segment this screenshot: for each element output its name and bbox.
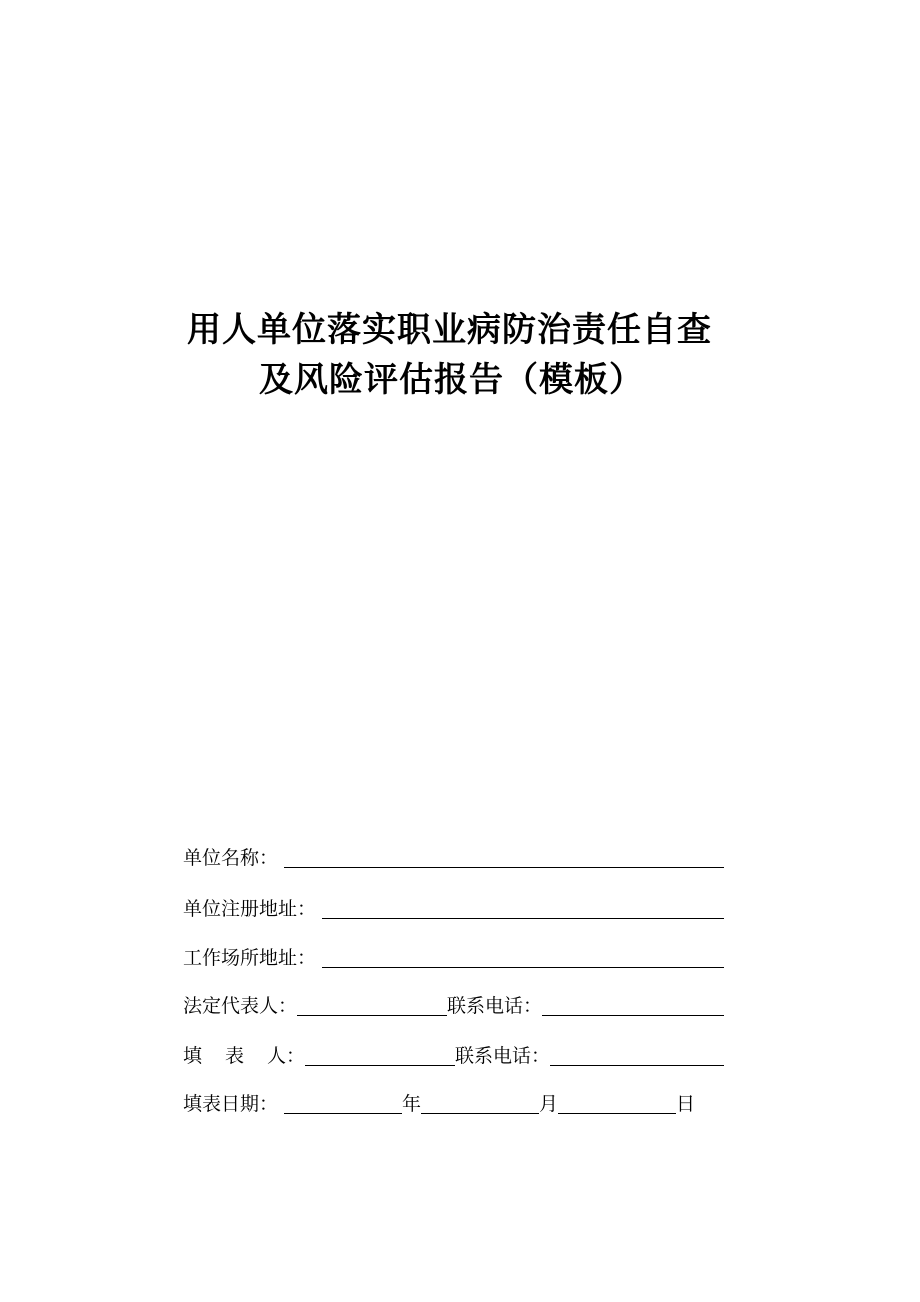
- registered-address-label: 单位注册地址：: [183, 898, 317, 920]
- unit-name-row: [183, 840, 724, 870]
- filler-row: [183, 1038, 724, 1068]
- month-label: 月: [539, 1093, 559, 1115]
- legal-representative-row: [183, 988, 724, 1018]
- fill-date-day-blank[interactable]: [558, 1091, 676, 1114]
- filler-label-char-1: 填: [183, 1045, 203, 1067]
- unit-name-blank[interactable]: [284, 845, 724, 868]
- legal-representative-blank[interactable]: [297, 993, 447, 1016]
- filler-blank[interactable]: [305, 1043, 455, 1066]
- filler-label-char-2: 表: [225, 1045, 245, 1067]
- registered-address-row: [183, 891, 724, 921]
- fill-date-row: [183, 1086, 724, 1116]
- document-title-line-2: 及风险评估报告（模板）: [259, 360, 644, 400]
- contact-phone-label-1: 联系电话：: [447, 995, 543, 1017]
- contact-phone-label-2: 联系电话：: [455, 1045, 551, 1067]
- fill-date-label: 填表日期：: [183, 1093, 279, 1115]
- registered-address-blank[interactable]: [322, 896, 724, 919]
- workplace-address-row: [183, 940, 724, 970]
- contact-phone-blank-1[interactable]: [542, 993, 724, 1016]
- day-label: 日: [676, 1093, 696, 1115]
- legal-representative-label: 法定代表人：: [183, 995, 298, 1017]
- document-title-line-1: 用人单位落实职业病防治责任自查: [187, 310, 712, 350]
- fill-date-year-blank[interactable]: [284, 1091, 402, 1114]
- filler-label: [183, 1044, 305, 1068]
- year-label: 年: [402, 1093, 422, 1115]
- workplace-address-blank[interactable]: [322, 945, 724, 968]
- workplace-address-label: 工作场所地址：: [183, 947, 317, 969]
- filler-label-char-3: 人：: [267, 1045, 306, 1067]
- fill-date-month-blank[interactable]: [421, 1091, 539, 1114]
- contact-phone-blank-2[interactable]: [550, 1043, 724, 1066]
- unit-name-label: 单位名称：: [183, 847, 279, 869]
